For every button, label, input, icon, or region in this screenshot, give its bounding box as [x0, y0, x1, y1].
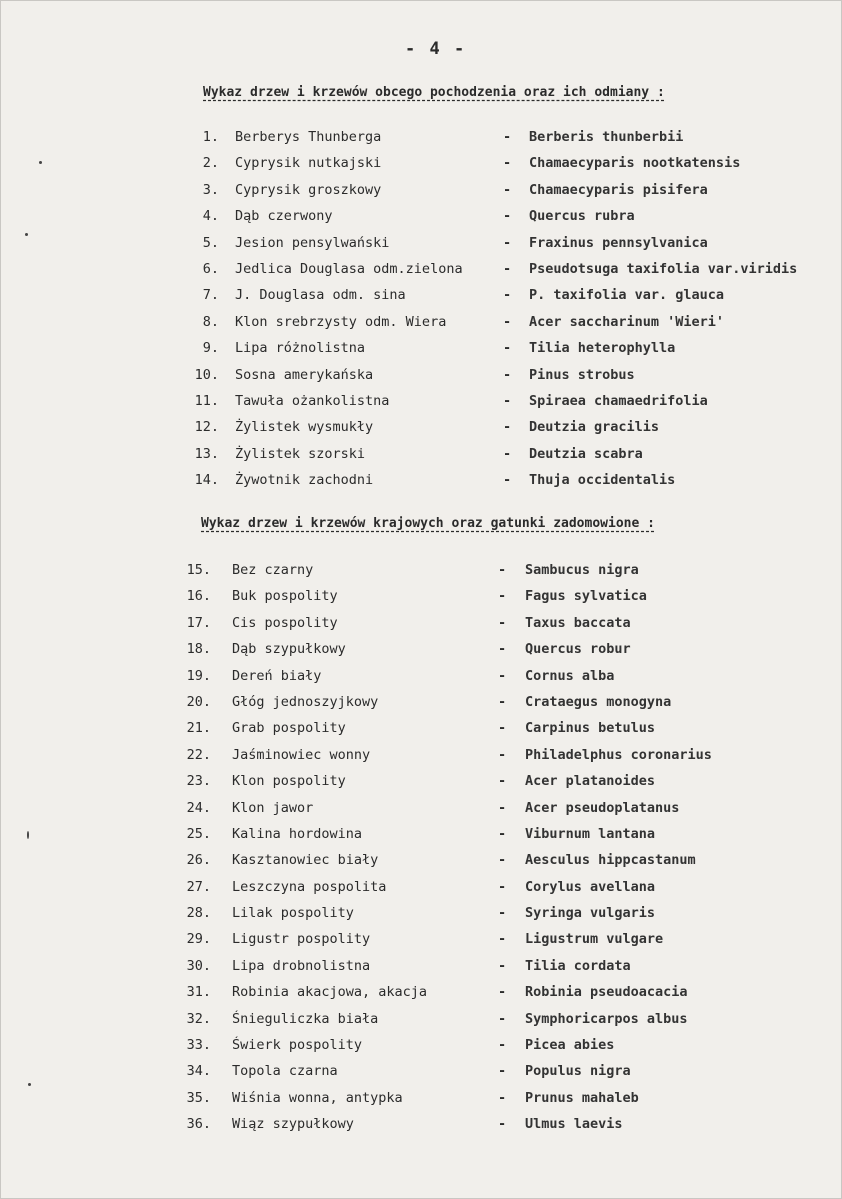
separator-dash: -: [498, 825, 507, 842]
separator-dash: -: [503, 445, 512, 462]
item-number: 33.: [186, 1037, 211, 1054]
latin-name: Acer saccharinum 'Wieri': [529, 313, 725, 330]
polish-name: Cis pospolity: [232, 614, 338, 631]
item-number: 8.: [202, 313, 219, 330]
polish-name: Berberys Thunberga: [235, 129, 382, 145]
separator-dash: -: [503, 208, 512, 225]
item-number: 13.: [194, 445, 219, 462]
polish-name: Żywotnik zachodni: [235, 472, 374, 489]
latin-name: Carpinus betulus: [525, 720, 656, 737]
polish-name: Robinia akacjowa, akacja: [232, 984, 428, 1001]
separator-dash: -: [503, 366, 512, 383]
latin-name: Quercus robur: [525, 641, 631, 658]
list-item: [1, 1011, 841, 1037]
latin-name: Viburnum lantana: [525, 825, 656, 842]
polish-name: Klon pospolity: [232, 773, 346, 790]
item-number: 1.: [202, 129, 219, 145]
polish-name: Cyprysik groszkowy: [235, 181, 382, 198]
latin-name: Acer platanoides: [525, 773, 656, 790]
latin-name: Chamaecyparis pisifera: [529, 181, 708, 198]
item-number: 31.: [186, 984, 211, 1001]
latin-name: Deutzia gracilis: [529, 419, 660, 436]
polish-name: Tawuła ożankolistna: [235, 392, 390, 409]
polish-name: Sosna amerykańska: [235, 366, 374, 383]
latin-name: Chamaecyparis nootkatensis: [529, 155, 741, 172]
polish-name: Głóg jednoszyjkowy: [232, 693, 379, 710]
list-item: [1, 1037, 841, 1063]
list-item: [1, 641, 841, 667]
list-item: [1, 1063, 841, 1089]
item-number: 25.: [186, 825, 211, 842]
list-item: [1, 261, 841, 287]
list-item: [1, 720, 841, 746]
separator-dash: -: [503, 419, 512, 436]
latin-name: Symphoricarpos albus: [525, 1010, 688, 1027]
polish-name: Żylistek szorski: [235, 445, 366, 462]
separator-dash: -: [503, 129, 512, 145]
item-number: 18.: [186, 641, 211, 658]
latin-name: Robinia pseudoacacia: [525, 984, 688, 1001]
section-heading-native: Wykaz drzew i krzewów krajowych oraz gatunki zadomowione :: [201, 516, 655, 531]
item-number: 26.: [186, 852, 211, 869]
item-number: 22.: [186, 746, 211, 763]
polish-name: Klon jawor: [232, 799, 314, 816]
latin-name: Tilia cordata: [525, 957, 631, 974]
separator-dash: -: [498, 1089, 507, 1106]
item-number: 5.: [202, 234, 219, 251]
list-item: [1, 208, 841, 234]
polish-name: Topola czarna: [232, 1063, 338, 1080]
separator-dash: -: [503, 392, 512, 409]
list-item: [1, 562, 841, 588]
separator-dash: -: [498, 1037, 507, 1054]
latin-name: Quercus rubra: [529, 208, 635, 225]
item-number: 12.: [194, 419, 219, 436]
separator-dash: -: [498, 852, 507, 869]
latin-name: Fagus sylvatica: [525, 588, 647, 605]
item-number: 17.: [186, 614, 211, 631]
polish-name: Wiąz szypułkowy: [232, 1116, 354, 1133]
separator-dash: -: [498, 773, 507, 790]
separator-dash: -: [498, 878, 507, 895]
polish-name: J. Douglasa odm. sina: [235, 287, 406, 304]
item-number: 10.: [194, 366, 219, 383]
list-item: [1, 879, 841, 905]
list-item: [1, 615, 841, 641]
separator-dash: -: [498, 799, 507, 816]
separator-dash: -: [503, 155, 512, 172]
item-number: 28.: [186, 905, 211, 922]
item-number: 27.: [186, 878, 211, 895]
separator-dash: -: [498, 1010, 507, 1027]
latin-name: Pseudotsuga taxifolia var.viridis: [529, 260, 798, 277]
list-item: [1, 129, 841, 155]
item-number: 14.: [194, 472, 219, 489]
polish-name: Lipa różnolistna: [235, 340, 366, 357]
latin-name: Aesculus hippcastanum: [525, 852, 696, 869]
polish-name: Jesion pensylwański: [235, 234, 390, 251]
separator-dash: -: [503, 287, 512, 304]
item-number: 4.: [202, 208, 219, 225]
latin-name: Populus nigra: [525, 1063, 631, 1080]
separator-dash: -: [498, 984, 507, 1001]
separator-dash: -: [498, 667, 507, 684]
latin-name: P. taxifolia var. glauca: [529, 287, 725, 304]
item-number: 21.: [186, 720, 211, 737]
latin-name: Taxus baccata: [525, 614, 631, 631]
latin-name: Spiraea chamaedrifolia: [529, 392, 708, 409]
polish-name: Bez czarny: [232, 562, 314, 578]
polish-name: Jaśminowiec wonny: [232, 746, 371, 763]
latin-name: Philadelphus coronarius: [525, 746, 712, 763]
polish-name: Cyprysik nutkajski: [235, 155, 382, 172]
polish-name: Klon srebrzysty odm. Wiera: [235, 313, 447, 330]
polish-name: Śnieguliczka biała: [232, 1010, 379, 1027]
latin-name: Deutzia scabra: [529, 445, 643, 462]
polish-name: Świerk pospolity: [232, 1037, 363, 1054]
separator-dash: -: [498, 588, 507, 605]
item-number: 9.: [202, 340, 219, 357]
section-heading-foreign: Wykaz drzew i krzewów obcego pochodzenia oraz ich odmiany :: [203, 85, 665, 100]
polish-name: Żylistek wysmukły: [235, 419, 374, 436]
item-number: 29.: [186, 931, 211, 948]
item-number: 32.: [186, 1010, 211, 1027]
list-item: [1, 694, 841, 720]
item-number: 23.: [186, 773, 211, 790]
separator-dash: -: [498, 957, 507, 974]
separator-dash: -: [498, 1063, 507, 1080]
separator-dash: -: [503, 260, 512, 277]
polish-name: Wiśnia wonna, antypka: [232, 1089, 403, 1106]
foreign-species-list: [1, 129, 841, 498]
item-number: 35.: [186, 1089, 211, 1106]
polish-name: Dąb czerwony: [235, 208, 333, 225]
item-number: 11.: [194, 392, 219, 409]
separator-dash: -: [498, 905, 507, 922]
item-number: 20.: [186, 693, 211, 710]
item-number: 16.: [186, 588, 211, 605]
latin-name: Thuja occidentalis: [529, 472, 676, 489]
item-number: 36.: [186, 1116, 211, 1133]
latin-name: Crataegus monogyna: [525, 693, 672, 710]
item-number: 3.: [202, 181, 219, 198]
item-number: 7.: [202, 287, 219, 304]
list-item: [1, 984, 841, 1010]
latin-name: Corylus avellana: [525, 878, 656, 895]
polish-name: Lilak pospolity: [232, 905, 354, 922]
latin-name: Pinus strobus: [529, 366, 635, 383]
separator-dash: -: [498, 641, 507, 658]
item-number: 6.: [202, 260, 219, 277]
separator-dash: -: [498, 562, 507, 578]
polish-name: Dereń biały: [232, 667, 322, 684]
item-number: 24.: [186, 799, 211, 816]
separator-dash: -: [503, 340, 512, 357]
separator-dash: -: [498, 693, 507, 710]
list-item: [1, 826, 841, 852]
list-item: [1, 235, 841, 261]
separator-dash: -: [498, 1116, 507, 1133]
list-item: [1, 1090, 841, 1116]
polish-name: Dąb szypułkowy: [232, 641, 346, 658]
latin-name: Sambucus nigra: [525, 562, 639, 578]
item-number: 2.: [202, 155, 219, 172]
latin-name: Fraxinus pennsylvanica: [529, 234, 708, 251]
list-item: [1, 773, 841, 799]
list-item: [1, 800, 841, 826]
list-item: [1, 446, 841, 472]
list-item: [1, 747, 841, 773]
polish-name: Jedlica Douglasa odm.zielona: [235, 260, 463, 277]
list-item: [1, 340, 841, 366]
list-item: [1, 958, 841, 984]
polish-name: Buk pospolity: [232, 588, 338, 605]
latin-name: Syringa vulgaris: [525, 905, 656, 922]
list-item: [1, 668, 841, 694]
native-species-list: [1, 562, 841, 1143]
latin-name: Prunus mahaleb: [525, 1089, 639, 1106]
separator-dash: -: [503, 313, 512, 330]
list-item: [1, 314, 841, 340]
item-number: 19.: [186, 667, 211, 684]
item-number: 15.: [186, 562, 211, 578]
polish-name: Grab pospolity: [232, 720, 346, 737]
list-item: [1, 588, 841, 614]
list-item: [1, 905, 841, 931]
list-item: [1, 1116, 841, 1142]
latin-name: Berberis thunberbii: [529, 129, 684, 145]
latin-name: Cornus alba: [525, 667, 615, 684]
separator-dash: -: [498, 614, 507, 631]
list-item: [1, 155, 841, 181]
item-number: 30.: [186, 957, 211, 974]
item-number: 34.: [186, 1063, 211, 1080]
separator-dash: -: [503, 234, 512, 251]
list-item: [1, 419, 841, 445]
list-item: [1, 287, 841, 313]
separator-dash: -: [498, 746, 507, 763]
list-item: [1, 393, 841, 419]
list-item: [1, 367, 841, 393]
page-number: - 4 -: [405, 39, 467, 59]
list-item: [1, 182, 841, 208]
polish-name: Kalina hordowina: [232, 825, 363, 842]
list-item: [1, 931, 841, 957]
separator-dash: -: [503, 181, 512, 198]
separator-dash: -: [498, 931, 507, 948]
latin-name: Tilia heterophylla: [529, 340, 676, 357]
latin-name: Acer pseudoplatanus: [525, 799, 680, 816]
latin-name: Ulmus laevis: [525, 1116, 623, 1133]
separator-dash: -: [503, 472, 512, 489]
separator-dash: -: [498, 720, 507, 737]
polish-name: Kasztanowiec biały: [232, 852, 379, 869]
polish-name: Lipa drobnolistna: [232, 957, 371, 974]
latin-name: Picea abies: [525, 1037, 615, 1054]
latin-name: Ligustrum vulgare: [525, 931, 664, 948]
list-item: [1, 472, 841, 498]
polish-name: Leszczyna pospolita: [232, 878, 387, 895]
list-item: [1, 852, 841, 878]
polish-name: Ligustr pospolity: [232, 931, 371, 948]
